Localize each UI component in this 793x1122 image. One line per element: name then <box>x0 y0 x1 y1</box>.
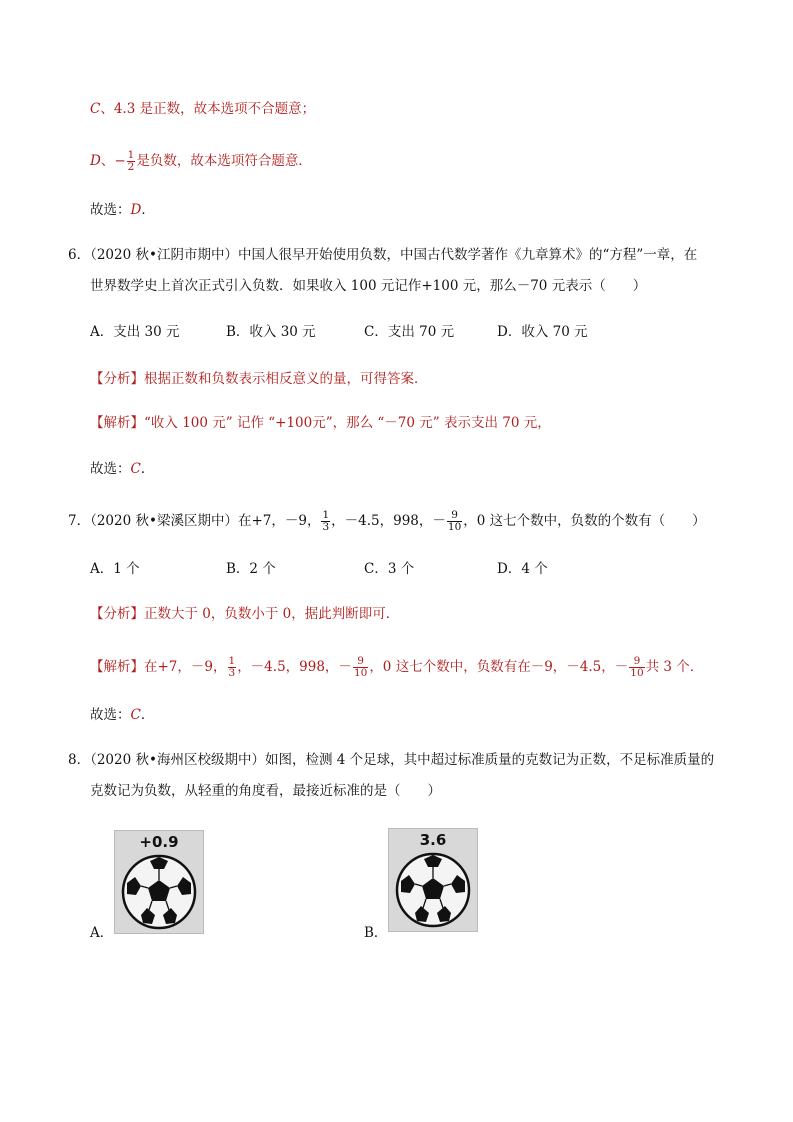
fraction: $\frac{1}{3}$ <box>322 509 330 533</box>
q7-option-c: C．3 个 <box>364 561 415 577</box>
q6-option-a: A．支出 30 元 <box>90 324 180 340</box>
q6-option-c: C．支出 70 元 <box>364 324 455 340</box>
ball-weight-label: 3.6 <box>419 831 447 849</box>
option-c-explanation: C、4.3 是正数，故本选项不合题意； <box>90 101 316 117</box>
fraction: $\frac{9}{10}$ <box>353 655 368 679</box>
q6-answer: 故选：C． <box>90 461 155 477</box>
q8-stem-line1: 8．（2020 秋•海州区校级期中）如图，检测 4 个足球，其中超过标准质量的克数记为正数，不足标准质量的 <box>68 752 715 768</box>
q6-stem-line1: 6．（2020 秋•江阴市期中）中国人很早开始使用负数，中国古代数学著作《九章算术》的“方程”一章，在 <box>68 247 698 263</box>
fraction: $\frac{9}{10}$ <box>447 509 462 533</box>
q8-option-a-image <box>114 830 204 934</box>
q7-answer: 故选：C． <box>90 707 155 723</box>
q6-option-b: B．收入 30 元 <box>226 324 316 340</box>
q7-solution: 【解析】在+7，－9， $\frac{1}{3}$ ，－4.5，998，－ $\frac{9}{10}$ ，0 这七个数中，负数有在－9，－4.5，－ $\frac{9}{10}$ 共 3 个． <box>90 655 704 679</box>
option-d-explanation: D、− $\frac{1}{2}$ 是负数，故本选项符合题意． <box>90 149 312 173</box>
q8-stem-line2: 克数记为负数，从轻重的角度看，最接近标准的是（ ） <box>90 783 441 799</box>
q8-option-b-image <box>388 828 478 932</box>
q6-analysis: 【分析】根据正数和负数表示相反意义的量，可得答案． <box>90 371 428 387</box>
fraction: $\frac{1}{3}$ <box>228 655 236 679</box>
q7-analysis: 【分析】正数大于 0，负数小于 0，据此判断即可． <box>90 606 400 622</box>
fraction: $\frac{9}{10}$ <box>630 655 644 679</box>
q6-option-d: D．收入 70 元 <box>497 324 588 340</box>
soccer-ball-icon <box>393 851 473 929</box>
q5-answer: 故选：D． <box>90 202 155 218</box>
soccer-ball-icon <box>119 853 199 931</box>
q6-solution: 【解析】“收入 100 元” 记作 “+100元”，那么 “－70 元” 表示支出 70 元， <box>90 415 551 431</box>
fraction: $\frac{1}{2}$ <box>127 149 135 173</box>
q7-stem: 7．（2020 秋•梁溪区期中）在+7，－9， $\frac{1}{3}$ ，－4.5，998，－ $\frac{9}{10}$ ，0 这七个数中，负数的个数有（ ） <box>68 509 706 533</box>
q6-stem-line2: 世界数学史上首次正式引入负数．如果收入 100 元记作+100 元，那么－70 元表示（ ） <box>90 278 647 294</box>
q7-option-a: A．1 个 <box>90 561 140 577</box>
q7-option-b: B．2 个 <box>226 561 276 577</box>
q8-option-b-label: B． <box>364 925 388 941</box>
q8-option-a-label: A． <box>90 925 114 941</box>
q7-option-d: D．4 个 <box>497 561 548 577</box>
ball-weight-label: +0.9 <box>139 833 179 851</box>
